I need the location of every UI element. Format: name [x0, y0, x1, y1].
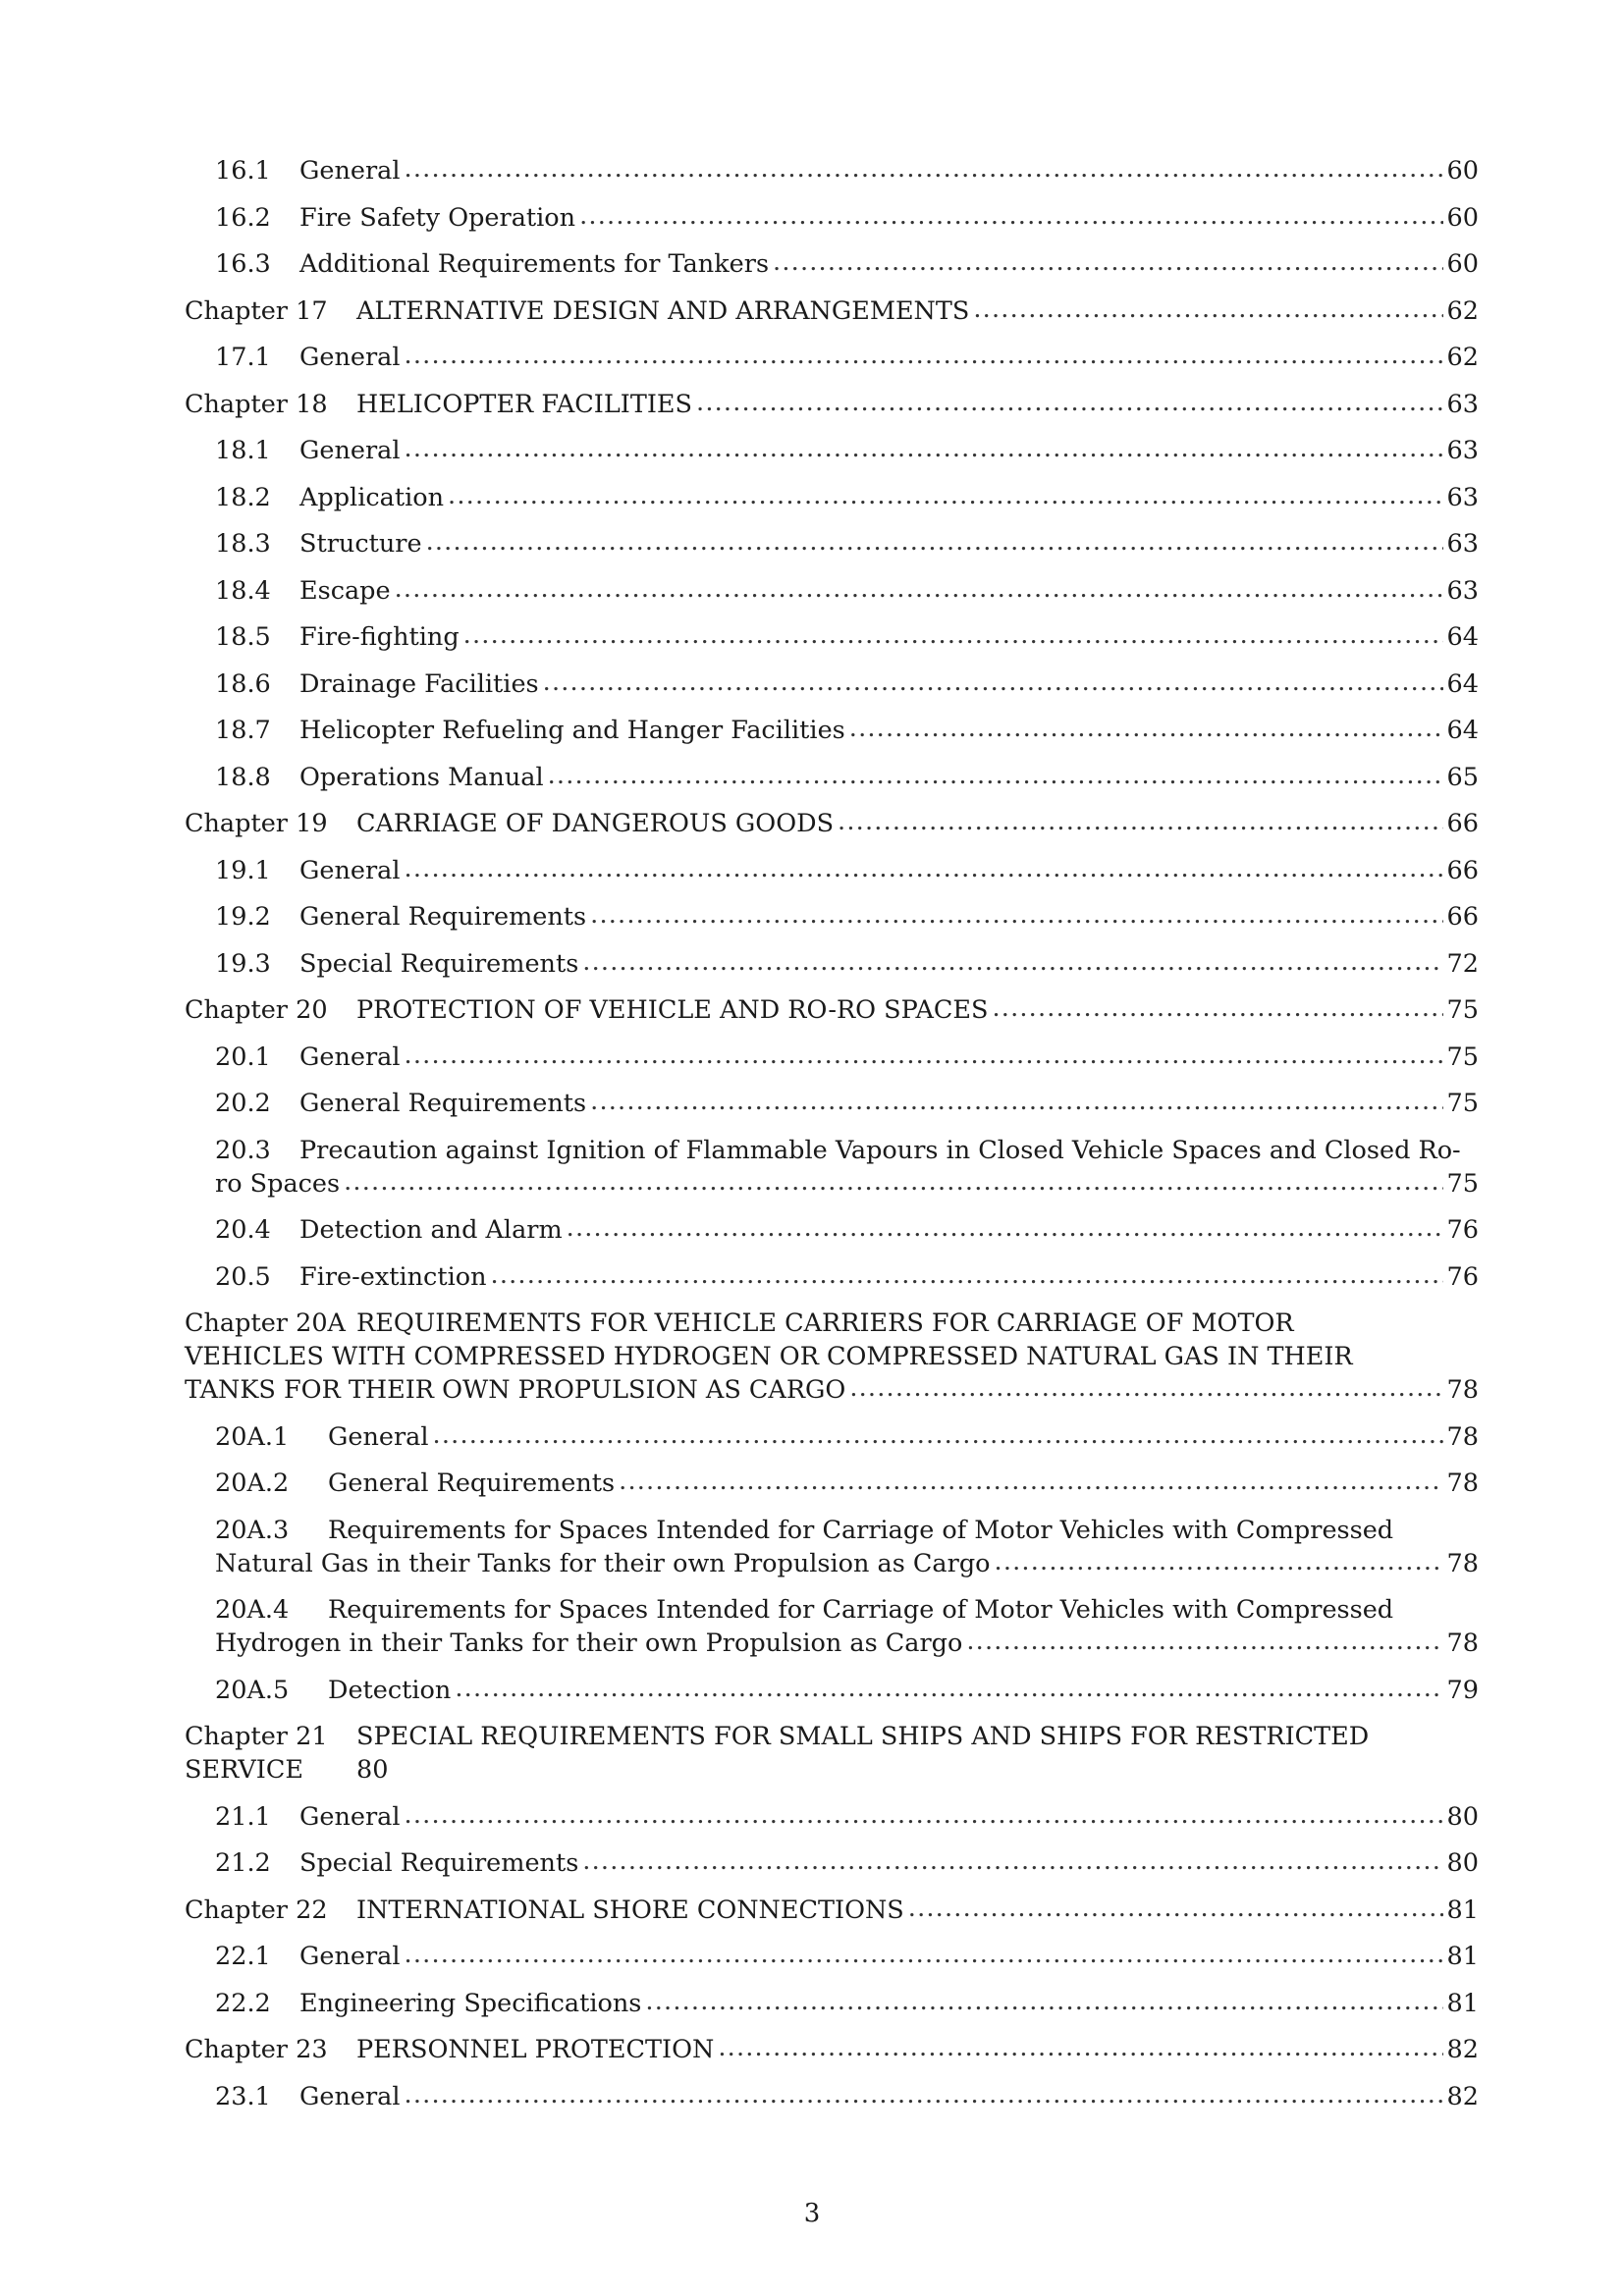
toc-row [215, 1514, 1479, 1547]
entry-number: Chapter 19 [185, 809, 328, 838]
toc-section-entry[interactable] [185, 667, 1479, 701]
entry-number: Chapter 20 [185, 995, 328, 1025]
entry-number: 20.3 [215, 1135, 271, 1165]
entry-title-line: Natural Gas in their Tanks for their own Propulsion as Cargo [215, 1548, 991, 1578]
entry-page-number: 80 [356, 1755, 389, 1785]
entry-page-number: 76 [1446, 1261, 1479, 1292]
entry-title: Escape [299, 575, 391, 606]
entry-title: Operations Manual [299, 762, 544, 792]
toc-row [215, 854, 1479, 887]
toc-row [215, 527, 1479, 561]
toc-row [215, 2080, 1479, 2113]
dot-leader [405, 152, 1443, 186]
toc-row [185, 807, 1479, 840]
toc-row [215, 1674, 1479, 1707]
entry-title-line: Precaution against Ignition of Flammable Vapours in Closed Vehicle Spaces and Closed Ro- [299, 1135, 1461, 1165]
entry-page-number: 81 [1446, 1942, 1479, 1971]
entry-number: 20A.5 [215, 1675, 290, 1705]
entry-number: 18.5 [215, 622, 271, 652]
entry-number: 16.2 [215, 202, 271, 233]
entry-number: 18.3 [215, 529, 271, 559]
toc-row [215, 947, 1479, 981]
toc-section-entry[interactable] [185, 434, 1479, 467]
toc-row [215, 1420, 1479, 1454]
entry-number: 19.3 [215, 948, 271, 979]
entry-page-number: 80 [1446, 1801, 1479, 1832]
entry-number: 18.8 [215, 762, 271, 792]
entry-title: CARRIAGE OF DANGEROUS GOODS [356, 809, 835, 838]
toc-section-entry[interactable] [185, 1514, 1479, 1580]
dot-leader [995, 1545, 1443, 1578]
entry-title-line: TANKS FOR THEIR OWN PROPULSION AS CARGO [185, 1375, 846, 1405]
toc-row [215, 1467, 1479, 1500]
entry-title-line: SPECIAL REQUIREMENTS FOR SMALL SHIPS AND SHIPS FOR RESTRICTED [356, 1722, 1370, 1751]
dot-leader [548, 759, 1443, 792]
dot-leader [619, 1465, 1442, 1498]
dot-leader [966, 1625, 1442, 1658]
entry-title: General [299, 1801, 401, 1832]
entry-title: Fire-extinction [299, 1261, 487, 1292]
toc-section-entry[interactable] [185, 247, 1479, 281]
dot-leader [405, 2078, 1443, 2111]
toc-chapter-entry[interactable] [185, 993, 1479, 1027]
entry-page-number: 79 [1446, 1675, 1479, 1705]
toc-row [215, 1167, 1479, 1201]
toc-section-entry[interactable] [185, 714, 1479, 747]
toc-section-entry[interactable] [185, 854, 1479, 887]
entry-title: Additional Requirements for Tankers [299, 249, 770, 279]
entry-page-number: 64 [1446, 668, 1479, 699]
dot-leader [405, 1938, 1443, 1971]
entry-title-line: REQUIREMENTS FOR VEHICLE CARRIERS FOR CARRIAGE OF MOTOR [356, 1308, 1294, 1338]
entry-number: 16.1 [215, 156, 271, 186]
entry-page-number: 78 [1446, 1468, 1479, 1498]
entry-number: 18.6 [215, 668, 271, 699]
entry-title: Drainage Facilities [299, 668, 539, 699]
entry-number: 18.7 [215, 716, 271, 745]
entry-title: Application [299, 482, 445, 512]
entry-title: HELICOPTER FACILITIES [356, 389, 693, 419]
dot-leader [463, 618, 1443, 652]
entry-title-line: SERVICE [185, 1755, 303, 1785]
dot-leader [582, 945, 1442, 979]
toc-row [185, 294, 1479, 328]
entry-page-number: 60 [1446, 156, 1479, 186]
entry-title: Special Requirements [299, 1848, 579, 1878]
toc-row [215, 1087, 1479, 1120]
entry-number: 18.4 [215, 575, 271, 606]
toc-section-entry[interactable] [185, 1087, 1479, 1120]
entry-number: 20.2 [215, 1089, 271, 1118]
entry-page-number: 78 [1446, 1548, 1479, 1578]
toc-section-entry[interactable] [185, 1467, 1479, 1500]
dot-leader [590, 1085, 1442, 1118]
entry-title: Fire-fighting [299, 622, 460, 652]
entry-title: General Requirements [328, 1468, 616, 1498]
entry-number: 20A.3 [215, 1515, 290, 1545]
toc-chapter-entry[interactable] [185, 1307, 1479, 1407]
entry-page-number: 75 [1446, 1041, 1479, 1072]
toc-row [185, 1340, 1479, 1373]
dot-leader [405, 852, 1443, 885]
toc-row [215, 714, 1479, 747]
entry-title: Detection [328, 1675, 452, 1705]
dot-leader [718, 2031, 1442, 2064]
entry-title: General [299, 1041, 401, 1072]
entry-page-number: 65 [1446, 762, 1479, 792]
toc-row [185, 1894, 1479, 1927]
entry-number: 20.5 [215, 1261, 271, 1292]
entry-page-number: 66 [1446, 902, 1479, 932]
entry-title: General [299, 855, 401, 885]
toc-row [215, 434, 1479, 467]
entry-page-number: 81 [1446, 1895, 1479, 1925]
toc-row [215, 1627, 1479, 1660]
toc-row [185, 2033, 1479, 2066]
entry-page-number: 82 [1446, 2081, 1479, 2111]
dot-leader [838, 805, 1443, 838]
toc-section-entry[interactable] [185, 574, 1479, 608]
toc-row [215, 341, 1479, 374]
entry-number: Chapter 20A [185, 1308, 346, 1338]
toc-section-entry[interactable] [185, 1213, 1479, 1247]
entry-number: Chapter 21 [185, 1722, 328, 1751]
entry-page-number: 78 [1446, 1629, 1479, 1658]
dot-leader [992, 991, 1442, 1025]
toc-row [185, 388, 1479, 421]
dot-leader [543, 666, 1443, 699]
dot-leader [395, 572, 1443, 606]
toc-row [215, 900, 1479, 934]
entry-page-number: 63 [1446, 389, 1479, 419]
entry-number: 20A.2 [215, 1468, 290, 1498]
dot-leader [426, 525, 1443, 559]
entry-title: General Requirements [299, 1089, 587, 1118]
toc-row [215, 1213, 1479, 1247]
dot-leader [579, 199, 1442, 233]
toc-section-entry[interactable] [185, 1846, 1479, 1880]
entry-number: 20.4 [215, 1215, 271, 1245]
toc-row [215, 761, 1479, 794]
toc-row [185, 1307, 1479, 1340]
toc-section-entry[interactable] [185, 527, 1479, 561]
toc-row [215, 201, 1479, 235]
entry-page-number: 78 [1446, 1421, 1479, 1452]
toc-section-entry[interactable] [185, 1134, 1479, 1201]
dot-leader [849, 712, 1443, 745]
entry-title: General [299, 1942, 401, 1971]
dot-leader [582, 1844, 1442, 1878]
toc-section-entry[interactable] [185, 761, 1479, 794]
dot-leader [405, 1798, 1443, 1832]
toc-row [185, 1753, 1479, 1787]
dot-leader [973, 293, 1442, 326]
toc-section-entry[interactable] [185, 154, 1479, 187]
dot-leader [405, 339, 1443, 372]
dot-leader [849, 1371, 1442, 1405]
toc-row [215, 1134, 1479, 1167]
entry-page-number: 64 [1446, 716, 1479, 745]
toc-row [215, 1041, 1479, 1074]
entry-number: Chapter 23 [185, 2035, 328, 2064]
entry-title: PERSONNEL PROTECTION [356, 2035, 715, 2064]
entry-title: General [299, 436, 401, 465]
entry-title-line: Requirements for Spaces Intended for Carriage of Motor Vehicles with Compressed [328, 1595, 1394, 1625]
toc-row [215, 667, 1479, 701]
entry-page-number: 60 [1446, 202, 1479, 233]
entry-page-number: 82 [1446, 2035, 1479, 2064]
entry-page-number: 60 [1446, 249, 1479, 279]
entry-title: Engineering Specifications [299, 1988, 642, 2018]
toc-row [215, 1940, 1479, 1973]
toc-chapter-entry[interactable] [185, 388, 1479, 421]
entry-title-line: Hydrogen in their Tanks for their own Propulsion as Cargo [215, 1629, 963, 1658]
entry-title: INTERNATIONAL SHORE CONNECTIONS [356, 1895, 904, 1925]
toc-section-entry[interactable] [185, 481, 1479, 514]
toc-row [215, 1547, 1479, 1580]
entry-page-number: 62 [1446, 343, 1479, 372]
dot-leader [773, 245, 1443, 279]
toc-row [215, 1987, 1479, 2020]
entry-page-number: 75 [1446, 1089, 1479, 1118]
entry-page-number: 80 [1446, 1848, 1479, 1878]
entry-number: Chapter 22 [185, 1895, 328, 1925]
entry-number: 18.1 [215, 436, 271, 465]
toc-row [215, 1800, 1479, 1834]
toc-section-entry[interactable] [185, 1940, 1479, 1973]
dot-leader [567, 1211, 1443, 1245]
toc-chapter-entry[interactable] [185, 2033, 1479, 2066]
entry-number: Chapter 18 [185, 389, 328, 419]
entry-number: Chapter 17 [185, 295, 328, 326]
toc-section-entry[interactable] [185, 2080, 1479, 2113]
dot-leader [645, 1985, 1442, 2018]
dot-leader [908, 1892, 1443, 1925]
toc-chapter-entry[interactable] [185, 1720, 1479, 1787]
dot-leader [448, 479, 1443, 512]
entry-title-line: VEHICLES WITH COMPRESSED HYDROGEN OR COMPRESSED NATURAL GAS IN THEIR [185, 1342, 1353, 1371]
entry-title: ALTERNATIVE DESIGN AND ARRANGEMENTS [356, 295, 970, 326]
toc-row [185, 1373, 1479, 1407]
entry-page-number: 63 [1446, 529, 1479, 559]
entry-title-line: ro Spaces [215, 1168, 341, 1199]
page-number: 3 [803, 2199, 821, 2228]
toc-row [215, 574, 1479, 608]
toc-row [215, 247, 1479, 281]
entry-title: General [299, 2081, 401, 2111]
toc-row [215, 620, 1479, 654]
toc-section-entry[interactable] [185, 620, 1479, 654]
entry-number: 19.2 [215, 902, 271, 932]
entry-title: PROTECTION OF VEHICLE AND RO-RO SPACES [356, 995, 989, 1025]
toc-row [185, 1720, 1479, 1753]
dot-leader [491, 1258, 1443, 1292]
entry-page-number: 62 [1446, 295, 1479, 326]
entry-page-number: 76 [1446, 1215, 1479, 1245]
entry-page-number: 63 [1446, 575, 1479, 606]
entry-title: Detection and Alarm [299, 1215, 563, 1245]
toc-section-entry[interactable] [185, 1041, 1479, 1074]
entry-title: Structure [299, 529, 422, 559]
entry-number: 21.1 [215, 1801, 271, 1832]
entry-number: 20.1 [215, 1041, 271, 1072]
table-of-contents [185, 154, 1479, 2126]
toc-row [215, 1593, 1479, 1627]
entry-page-number: 66 [1446, 855, 1479, 885]
entry-number: 22.1 [215, 1942, 271, 1971]
toc-section-entry[interactable] [185, 1593, 1479, 1660]
entry-page-number: 63 [1446, 436, 1479, 465]
toc-row [215, 154, 1479, 187]
dot-leader [405, 1039, 1443, 1072]
entry-title: Fire Safety Operation [299, 202, 576, 233]
toc-section-entry[interactable] [185, 201, 1479, 235]
dot-leader [405, 432, 1443, 465]
entry-number: 20A.4 [215, 1595, 290, 1625]
dot-leader [455, 1672, 1442, 1705]
toc-section-entry[interactable] [185, 341, 1479, 374]
toc-row [215, 1846, 1479, 1880]
entry-title: Helicopter Refueling and Hanger Facilities [299, 716, 845, 745]
entry-title: General [328, 1421, 429, 1452]
toc-row [215, 481, 1479, 514]
toc-chapter-entry[interactable] [185, 294, 1479, 328]
toc-section-entry[interactable] [185, 1674, 1479, 1707]
dot-leader [590, 898, 1442, 932]
toc-row [185, 993, 1479, 1027]
toc-chapter-entry[interactable] [185, 1894, 1479, 1927]
entry-number: 17.1 [215, 343, 271, 372]
toc-section-entry[interactable] [185, 1260, 1479, 1294]
entry-page-number: 75 [1446, 1168, 1479, 1199]
dot-leader [344, 1165, 1442, 1199]
entry-number: 21.2 [215, 1848, 271, 1878]
entry-page-number: 72 [1446, 948, 1479, 979]
entry-number: 18.2 [215, 482, 271, 512]
entry-page-number: 64 [1446, 622, 1479, 652]
dot-leader [696, 386, 1443, 419]
toc-section-entry[interactable] [185, 1800, 1479, 1834]
toc-row [215, 1260, 1479, 1294]
entry-page-number: 78 [1446, 1375, 1479, 1405]
entry-title: Special Requirements [299, 948, 579, 979]
entry-number: 19.1 [215, 855, 271, 885]
toc-section-entry[interactable] [185, 947, 1479, 981]
entry-number: 22.2 [215, 1988, 271, 2018]
entry-title-line: Requirements for Spaces Intended for Carriage of Motor Vehicles with Compressed [328, 1515, 1394, 1545]
entry-title: General [299, 156, 401, 186]
entry-page-number: 81 [1446, 1988, 1479, 2018]
entry-page-number: 66 [1446, 809, 1479, 838]
toc-chapter-entry[interactable] [185, 807, 1479, 840]
toc-section-entry[interactable] [185, 1420, 1479, 1454]
entry-page-number: 63 [1446, 482, 1479, 512]
entry-number: 23.1 [215, 2081, 271, 2111]
entry-number: 16.3 [215, 249, 271, 279]
entry-title: General [299, 343, 401, 372]
dot-leader [433, 1418, 1443, 1452]
toc-section-entry[interactable] [185, 900, 1479, 934]
toc-section-entry[interactable] [185, 1987, 1479, 2020]
entry-number: 20A.1 [215, 1421, 290, 1452]
entry-title: General Requirements [299, 902, 587, 932]
entry-page-number: 75 [1446, 995, 1479, 1025]
